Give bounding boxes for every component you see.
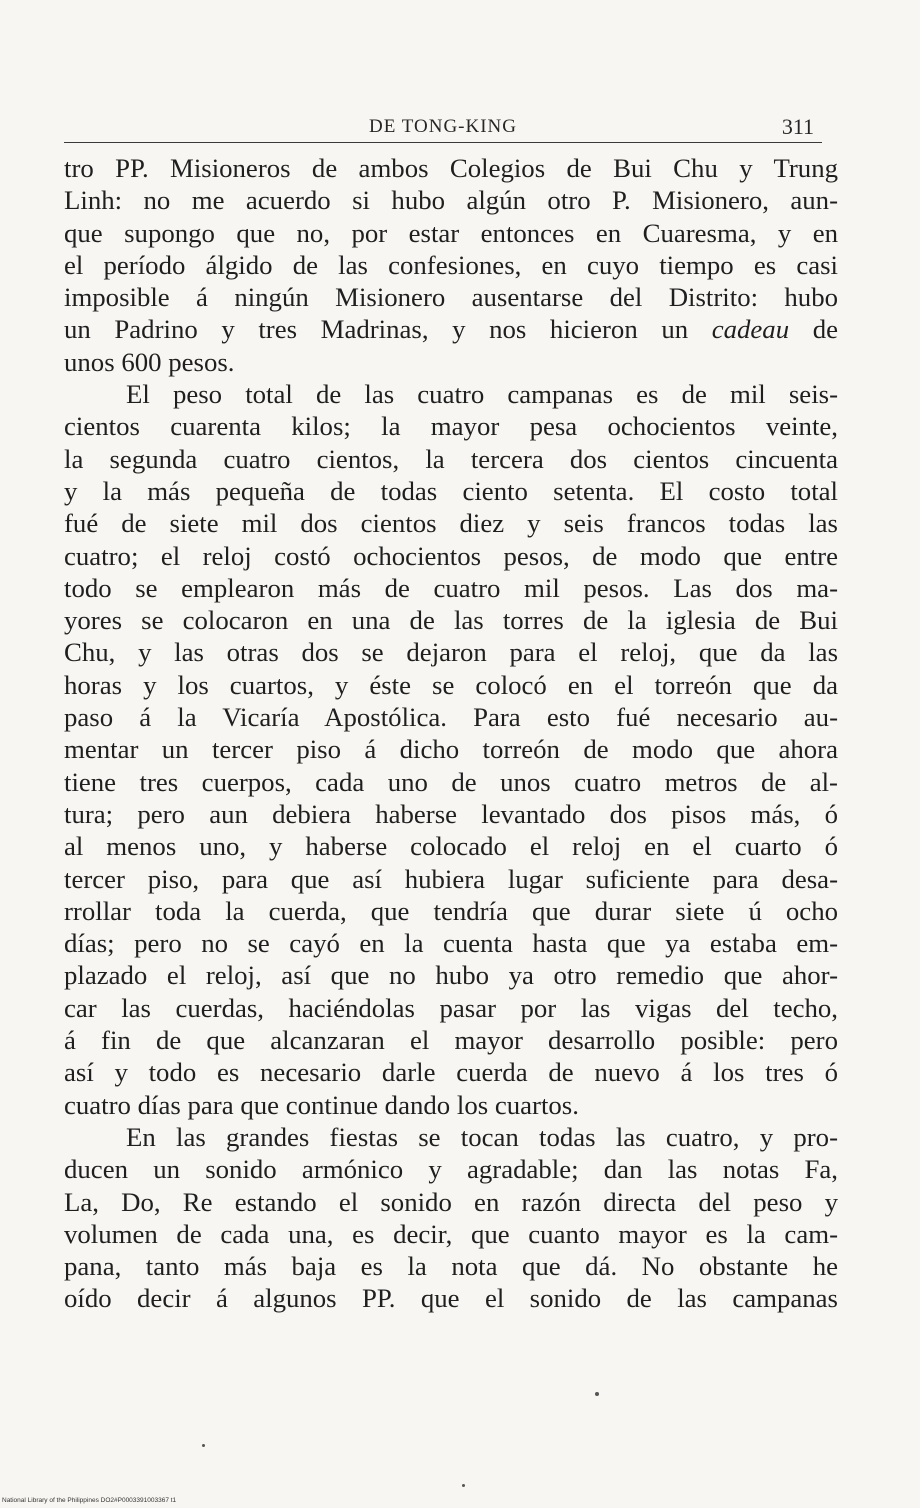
text-line: mentar un tercer piso á dicho torreón de modo que ahora	[64, 734, 838, 765]
text-line: Linh: no me acuerdo si hubo algún otro P. Misionero, aun-	[64, 185, 838, 216]
text-line: al menos uno, y haberse colocado el reloj en el cuarto ó	[64, 831, 838, 862]
text-line: que supongo que no, por estar entonces en Cuaresma, y en	[64, 217, 838, 248]
text-line: el período álgido de las confesiones, en cuyo tiempo es casi	[64, 249, 838, 280]
text-line: y la más pequeña de todas ciento setenta. El costo total	[64, 475, 838, 506]
text-line: ducen un sonido armónico y agradable; dan las notas Fa,	[64, 1154, 838, 1185]
text-line: rrollar toda la cuerda, que tendría que durar siete ú ocho	[64, 895, 838, 926]
paragraph-start-line: En las grandes fiestas se tocan todas las cuatro, y pro-	[126, 1121, 838, 1152]
text-line: paso á la Vicaría Apostólica. Para esto fué necesario au-	[64, 702, 838, 733]
text-line: la segunda cuatro cientos, la tercera dos cientos cincuenta	[64, 443, 838, 474]
paragraph-start-line: El peso total de las cuatro campanas es de mil seis-	[126, 379, 838, 410]
text-line: unos 600 pesos.	[64, 346, 235, 377]
text-line: yores se colocaron en una de las torres de la iglesia de Bui	[64, 605, 838, 636]
digitization-credit: National Library of the Philippines DO2#P0003391003367 t1	[2, 1497, 177, 1504]
text-line: Chu, y las otras dos se dejaron para el reloj, que da las	[64, 637, 838, 668]
running-title: DE TONG-KING	[369, 116, 517, 137]
text-line: tro PP. Misioneros de ambos Colegios de Bui Chu y Trung	[64, 153, 838, 183]
italic-word: cadeau	[711, 314, 790, 345]
text-line: así y todo es necesario darle cuerda de nuevo á los tres ó	[64, 1057, 838, 1088]
text-line: plazado el reloj, así que no hubo ya otro remedio que ahor-	[64, 960, 838, 991]
text-line: tura; pero aun debiera haberse levantado dos pisos más, ó	[64, 798, 838, 829]
text-line: cuatro días para que continue dando los cuartos.	[64, 1089, 579, 1120]
text-line: fué de siete mil dos cientos diez y seis francos todas las	[64, 508, 838, 539]
text-line: pana, tanto más baja es la nota que dá. No obstante he	[64, 1251, 838, 1282]
scan-speck	[202, 1444, 205, 1447]
text-line: á fin de que alcanzaran el mayor desarrollo posible: pero	[64, 1025, 838, 1056]
text-line: un Padrino y tres Madrinas, y nos hicieron un cadeau de	[64, 314, 838, 345]
scan-speck	[595, 1392, 599, 1396]
text-line: todo se emplearon más de cuatro mil pesos. Las dos ma-	[64, 572, 838, 603]
text-line: horas y los cuartos, y éste se colocó en el torreón que da	[64, 669, 838, 700]
text-line: car las cuerdas, haciéndolas pasar por las vigas del techo,	[64, 992, 838, 1023]
text-line: cientos cuarenta kilos; la mayor pesa ochocientos veinte,	[64, 411, 838, 442]
text-line: tercer piso, para que así hubiera lugar suficiente para desa-	[64, 863, 838, 894]
scan-speck	[462, 1484, 465, 1487]
text-line: días; pero no se cayó en la cuenta hasta que ya estaba em-	[64, 928, 838, 959]
text-line: tiene tres cuerpos, cada uno de unos cuatro metros de al-	[64, 766, 838, 797]
text-line: volumen de cada una, es decir, que cuanto mayor es la cam-	[64, 1218, 838, 1249]
running-header	[64, 112, 822, 143]
text-line: imposible á ningún Misionero ausentarse del Distrito: hubo	[64, 282, 838, 313]
text-line: oído decir á algunos PP. que el sonido de las campanas	[64, 1283, 838, 1314]
body-text	[64, 152, 838, 1315]
page-number: 311	[781, 114, 814, 139]
text-line: cuatro; el reloj costó ochocientos pesos, de modo que entre	[64, 540, 838, 571]
text-line: La, Do, Re estando el sonido en razón directa del peso y	[64, 1186, 838, 1217]
